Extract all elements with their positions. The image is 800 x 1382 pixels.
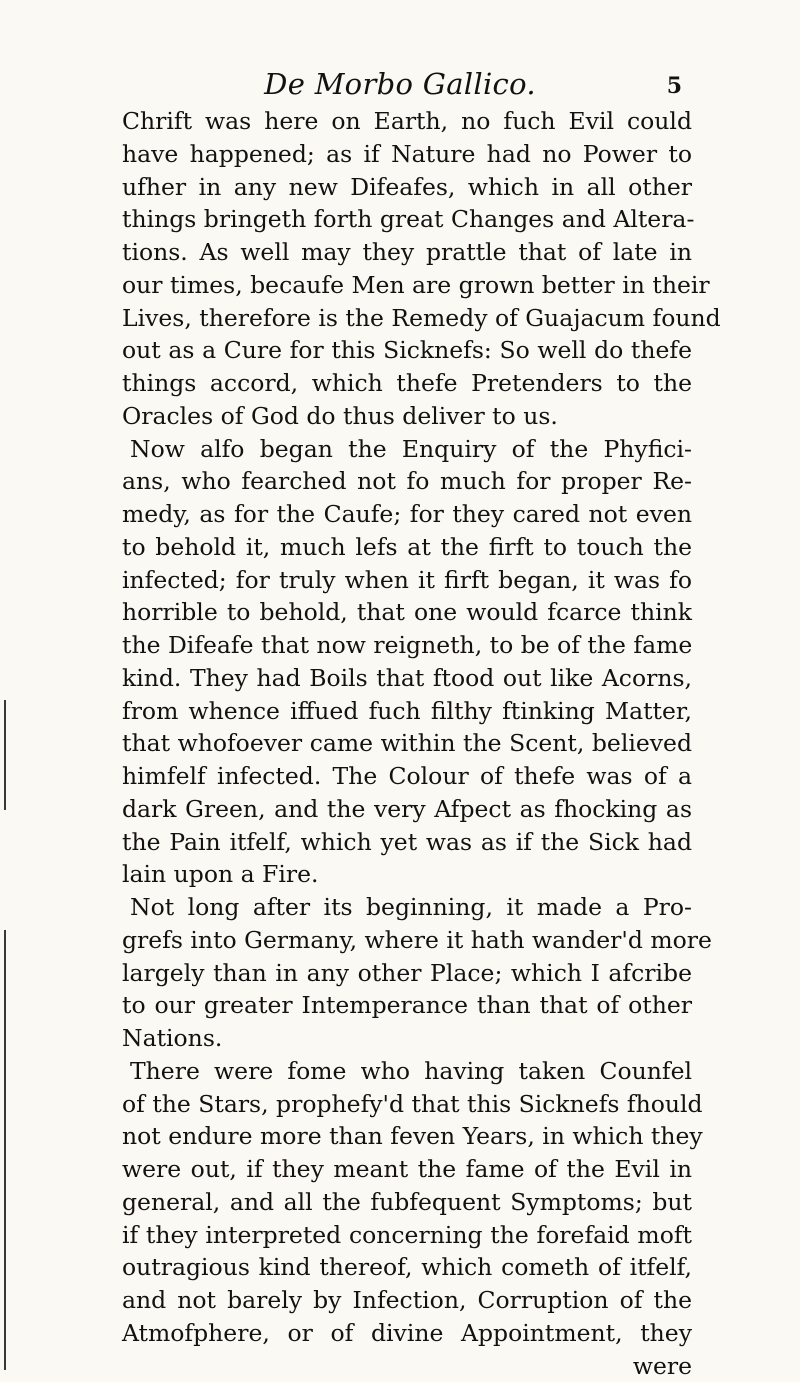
- text-line: tions. As well may they prattle that of late in: [122, 236, 692, 269]
- text-line: from whence iffued fuch filthy ftinking Matter,: [122, 695, 692, 728]
- text-line: infected; for truly when it firft began, it was fo: [122, 564, 692, 597]
- text-line: if they interpreted concerning the forefaid moft: [122, 1219, 692, 1252]
- text-line: There were fome who having taken Counfel: [122, 1055, 692, 1088]
- gutter-shadow-line-upper: [4, 700, 6, 810]
- body-text: [122, 105, 692, 1382]
- text-line: not endure more than feven Years, in which they: [122, 1120, 692, 1153]
- text-line: medy, as for the Caufe; for they cared not even: [122, 498, 692, 531]
- running-title: De Morbo Gallico.: [0, 64, 800, 104]
- text-line: outragious kind thereof, which cometh of itfelf,: [122, 1251, 692, 1284]
- text-line: to our greater Intemperance than that of other: [122, 989, 692, 1022]
- text-line: largely than in any other Place; which I afcribe: [122, 957, 692, 990]
- text-line: kind. They had Boils that ftood out like Acorns,: [122, 662, 692, 695]
- text-line: dark Green, and the very Afpect as fhocking as: [122, 793, 692, 826]
- text-line: our times, becaufe Men are grown better in their: [122, 269, 692, 302]
- text-line: and not barely by Infection, Corruption of the: [122, 1284, 692, 1317]
- text-line: Not long after its beginning, it made a Pro-: [122, 891, 692, 924]
- text-line: general, and all the fubfequent Symptoms; but: [122, 1186, 692, 1219]
- text-line: the Difeafe that now reigneth, to be of the fame: [122, 629, 692, 662]
- text-line: Atmofphere, or of divine Appointment, they: [122, 1317, 692, 1350]
- text-line: that whofoever came within the Scent, believed: [122, 727, 692, 760]
- text-line: ufher in any new Difeafes, which in all other: [122, 171, 692, 204]
- text-line: Lives, therefore is the Remedy of Guajacum found: [122, 302, 692, 335]
- gutter-shadow-line-lower: [4, 930, 6, 1370]
- text-line: Chrift was here on Earth, no fuch Evil could: [122, 105, 692, 138]
- page-number: 5: [667, 66, 682, 106]
- text-line: have happened; as if Nature had no Power to: [122, 138, 692, 171]
- text-line: horrible to behold, that one would fcarce think: [122, 596, 692, 629]
- text-line: things bringeth forth great Changes and Altera-: [122, 203, 692, 236]
- text-line: lain upon a Fire.: [122, 858, 692, 891]
- text-line: of the Stars, prophefy'd that this Sicknefs fhould: [122, 1088, 692, 1121]
- page-header: [0, 64, 800, 104]
- text-line: things accord, which thefe Pretenders to the: [122, 367, 692, 400]
- text-line: Now alfo began the Enquiry of the Phyfici-: [122, 433, 692, 466]
- text-line: out as a Cure for this Sicknefs: So well do thefe: [122, 334, 692, 367]
- text-line: the Pain itfelf, which yet was as if the Sick had: [122, 826, 692, 859]
- text-line: were out, if they meant the fame of the Evil in: [122, 1153, 692, 1186]
- text-line: himfelf infected. The Colour of thefe was of a: [122, 760, 692, 793]
- text-line: Oracles of God do thus deliver to us.: [122, 400, 692, 433]
- text-line: to behold it, much lefs at the firft to touch the: [122, 531, 692, 564]
- text-line: grefs into Germany, where it hath wander'd more: [122, 924, 692, 957]
- text-line: ans, who fearched not fo much for proper Re-: [122, 465, 692, 498]
- text-line: Nations.: [122, 1022, 692, 1055]
- catchword: were: [122, 1350, 692, 1382]
